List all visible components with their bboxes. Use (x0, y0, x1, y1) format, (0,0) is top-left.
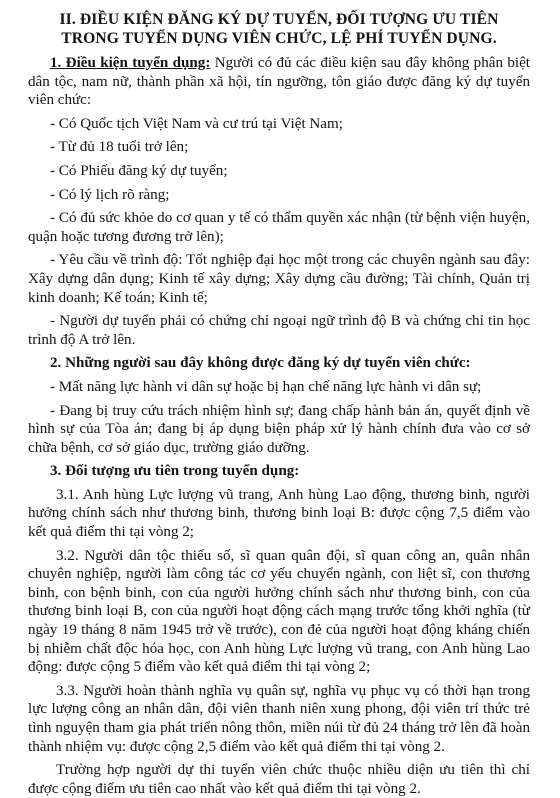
section3-heading: 3. Đối tượng ưu tiên trong tuyển dụng: (50, 463, 300, 480)
section1-item: - Có Phiếu đăng ký dự tuyển; (50, 162, 228, 179)
section2-item: - Mất năng lực hành vi dân sự hoặc bị hạn chế năng lực hành vi dân sự; (50, 378, 482, 395)
section2-heading: 2. Những người sau đây không được đăng ký dự tuyển viên chức: (50, 355, 471, 372)
section1-item: - Có Quốc tịch Việt Nam và cư trú tại Việt Nam; (50, 115, 343, 132)
section3-item: 3.1. Anh hùng Lực lượng vũ trang, Anh hùng Lao động, thương binh, người hưởng chính sách như thương binh, thương binh loại B: được cộng 7,5 điểm vào kết quả điểm thi tại vòng 2; (28, 486, 530, 541)
section1-intro-text: Người có đủ các điều kiện sau đây không phân biệt dân tộc, nam nữ, thành phần xã hội, tín ngưỡng, tôn giáo được đăng ký dự tuyển viên chức: (28, 55, 531, 109)
section1-intro (28, 54, 530, 110)
section3-closing: Trường hợp người dự thi tuyển viên chức thuộc nhiều diện ưu tiên thì chỉ được cộng điểm ưu tiên cao nhất vào kết quả điểm thi tại vòng 2. (28, 762, 530, 797)
section1-item: - Có lý lịch rõ ràng; (50, 186, 170, 203)
section2-item: - Đang bị truy cứu trách nhiệm hình sự; đang chấp hành bản án, quyết định về hình sự của Tòa án; đang bị áp dụng biện pháp xử lý hành chính đưa vào cơ sở chữa bệnh, cơ sở giáo dục, trường giáo dưỡng. (28, 402, 530, 456)
section3-item: 3.3. Người hoàn thành nghĩa vụ quân sự, nghĩa vụ phục vụ có thời hạn trong lực lượng công an nhân dân, đội viên thanh niên xung phong, đội viên trí thức trẻ tình nguyện tham gia phát triển nông thôn, miền núi từ đủ 24 tháng trở lên đã hoàn thành nhiệm vụ: được cộng 2,5 điểm vào kết quả điểm thi tại vòng 2. (28, 682, 530, 755)
section1-item: - Yêu cầu về trình độ: Tốt nghiệp đại học một trong các chuyên ngành sau đây: Xây dựng dân dụng; Kinh tế xây dựng; Xây dựng cầu đường; Tài chính, Quản trị kinh doanh; Kế toán; Kinh tế; (28, 252, 530, 306)
title-line-1: II. ĐIỀU KIỆN ĐĂNG KÝ DỰ TUYỂN, ĐỐI TƯỢNG ƯU TIÊN (59, 11, 499, 28)
section1-item: - Có đủ sức khỏe do cơ quan y tế có thẩm quyền xác nhận (từ bệnh viện huyện, quận hoặc tương đương trở lên); (28, 210, 530, 245)
title-line-2: TRONG TUYỂN DỤNG VIÊN CHỨC, LỆ PHÍ TUYỂN DỤNG. (61, 30, 497, 47)
section3-item: 3.2. Người dân tộc thiểu số, sĩ quan quân đội, sĩ quan công an, quân nhân chuyên nghiệp, người làm công tác cơ yếu chuyển ngành, con liệt sĩ, con thương binh, con bệnh binh, con của người hưởng chính sách như thương binh, con của thương binh loại B, con của người hoạt động cách mạng trước tổng khởi nghĩa (từ ngày 19 tháng 8 năm 1945 trở về trước), con đẻ của người hoạt động kháng chiến bị nhiễm chất độc hóa học, con Anh hùng Lực lượng vũ trang, con Anh hùng Lao động: được cộng 5 điểm vào kết quả điểm thi tại vòng 2; (28, 547, 530, 676)
section1-item: - Từ đủ 18 tuổi trở lên; (50, 139, 189, 156)
document-title (28, 10, 530, 48)
section1-heading: 1. Điều kiện tuyển dụng: (50, 55, 211, 71)
section1-item: - Người dự tuyển phải có chứng chỉ ngoại ngữ trình độ B và chứng chỉ tin học trình độ A trở lên. (28, 313, 530, 348)
